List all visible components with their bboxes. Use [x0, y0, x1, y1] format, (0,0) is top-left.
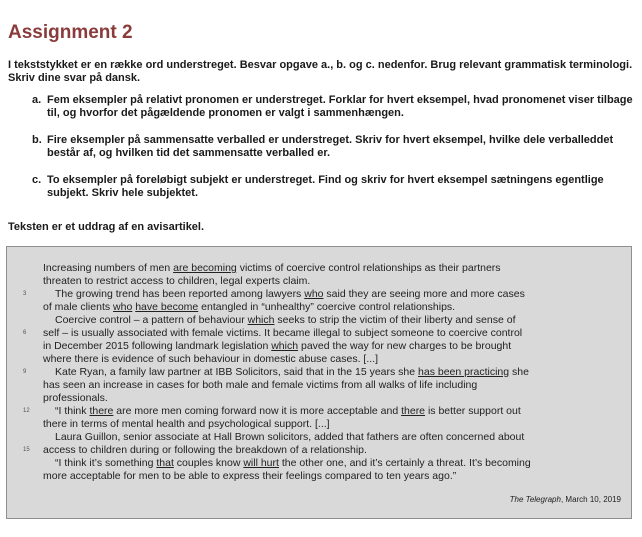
- line-number: 6: [23, 330, 27, 336]
- instructions: I tekststykket er en række ord understreget. Besvar opgave a., b. og c. nedenfor. Brug relevant grammatisk terminologi. Skriv dine svar på dansk.: [8, 59, 633, 84]
- article-box: [6, 246, 632, 519]
- article-line: Kate Ryan, a family law partner at IBB Solicitors, said that in the 15 years she has been practicing she: [55, 366, 529, 378]
- article-line: has seen an increase in cases for both male and female victims from all walks of life including: [43, 379, 478, 391]
- underlined-word: has been practicing: [418, 366, 510, 378]
- task-text: Fem eksempler på relativt pronomen er understreget. Forklar for hvert eksempel, hvad pronomenet viser tilbage til, og hvorfor det pågældende pronomen er valgt i sammenhængen.: [47, 94, 633, 119]
- underlined-word: which: [271, 340, 299, 352]
- line-number: 3: [23, 291, 27, 297]
- task-b: [32, 134, 634, 160]
- line-number: 12: [23, 408, 30, 414]
- article-line: Coercive control – a pattern of behaviour which seeks to strip the victim of their liberty and sense of: [55, 314, 516, 326]
- page-title: Assignment 2: [8, 22, 133, 43]
- article-line: there in terms of mental health and psychological support. [...]: [43, 418, 330, 430]
- underlined-word: which: [247, 314, 275, 326]
- article-line: more acceptable for men to be able to express their feelings compared to ten years ago.”: [43, 470, 457, 482]
- article-line: “I think there are more men coming forward now it is more acceptable and there is better support out: [55, 405, 521, 417]
- source-intro: Teksten er et uddrag af en avisartikel.: [8, 221, 205, 233]
- article-line: The growing trend has been reported among lawyers who said they are seeing more and more cases: [55, 288, 525, 300]
- underlined-word: that: [156, 457, 174, 469]
- task-a: [32, 94, 634, 120]
- underlined-word: there: [89, 405, 114, 417]
- article-line: access to children during or following the breakdown of a relationship.: [43, 444, 367, 456]
- article-line: of male clients who have become entangled in “unhealthy” coercive control relationships.: [43, 301, 456, 313]
- line-number: 15: [23, 447, 30, 453]
- article-line: Increasing numbers of men are becoming victims of coercive control relationships as their partners: [43, 262, 501, 274]
- underlined-word: are becoming: [173, 262, 237, 274]
- citation-publication: The Telegraph: [509, 495, 561, 504]
- underlined-word: will hurt: [243, 457, 279, 469]
- underlined-word: who: [304, 288, 324, 300]
- article-line: threaten to restrict access to children, legal experts claim.: [43, 275, 311, 287]
- task-text: Fire eksempler på sammensatte verballed er understreget. Skriv for hvert eksempel, hvilke dele verballeddet består af, og hvilken tid det sammensatte verballed er.: [47, 134, 614, 159]
- article-line: professionals.: [43, 392, 108, 404]
- article-line: “I think it’s something that couples know will hurt the other one, and it’s certainly a threat. It’s becoming: [55, 457, 531, 469]
- underlined-word: have become: [135, 301, 199, 313]
- underlined-word: there: [401, 405, 426, 417]
- article-line: in December 2015 following landmark legislation which paved the way for new charges to be brought: [43, 340, 512, 352]
- citation-date: , March 10, 2019: [560, 495, 621, 504]
- line-number: 9: [23, 369, 27, 375]
- article-citation: [510, 495, 621, 504]
- task-list: [32, 94, 634, 214]
- task-c: [32, 174, 634, 200]
- article-line: self – is usually associated with female victims. It became illegal to subject someone to coercive control: [43, 327, 523, 339]
- task-label: b.: [32, 134, 42, 146]
- task-label: c.: [32, 174, 42, 186]
- task-label: a.: [32, 94, 42, 106]
- article-line: where there is evidence of such behaviour in domestic abuse cases. [...]: [43, 353, 379, 365]
- underlined-word: who: [113, 301, 133, 313]
- task-text: To eksempler på foreløbigt subjekt er understreget. Find og skriv for hvert eksempel sætningens egentlige subjekt. Skriv hele subjektet.: [47, 174, 604, 199]
- article-line: Laura Guillon, senior associate at Hall Brown solicitors, added that fathers are often concerned about: [55, 431, 525, 443]
